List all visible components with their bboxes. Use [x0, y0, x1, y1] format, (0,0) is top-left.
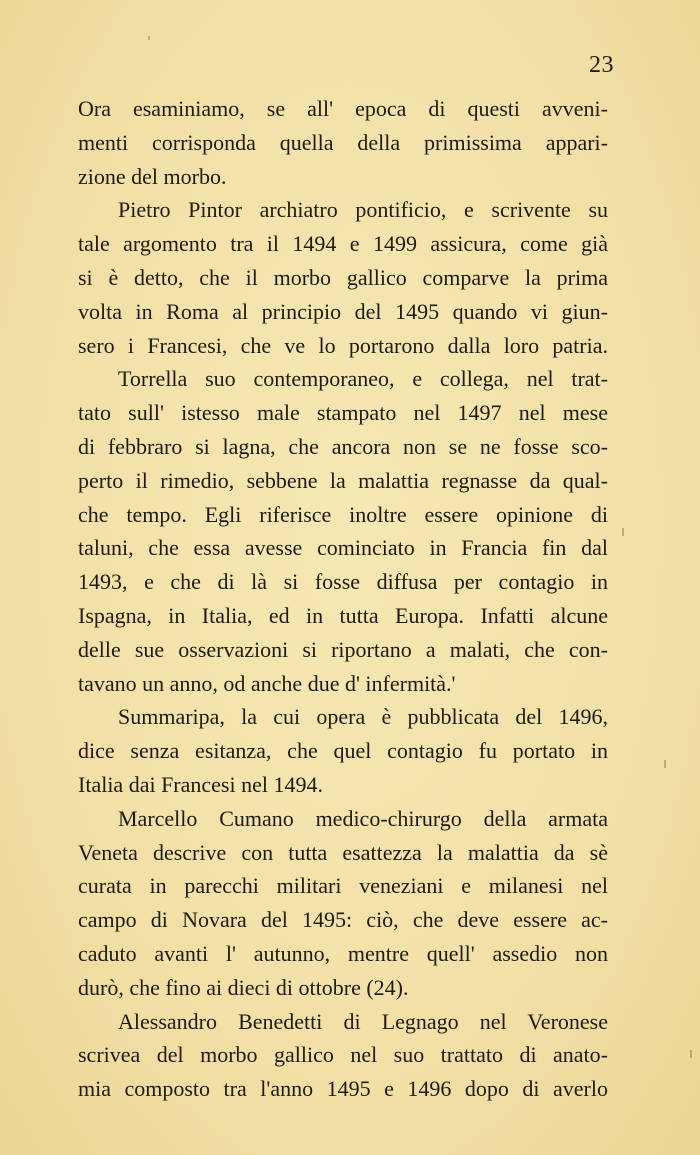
text-line: Pietro Pintor archiatro pontificio, e scrivente su	[118, 197, 608, 223]
text-line: curata in parecchi militari veneziani e milanesi nel	[78, 873, 608, 899]
text-line: caduto avanti l' autunno, mentre quell' assedio non	[78, 940, 608, 966]
paper-speck	[690, 1050, 692, 1058]
text-line: menti corrisponda quella della primissima appari-	[78, 129, 608, 155]
text-line: scrivea del morbo gallico nel suo trattato di anato-	[78, 1042, 608, 1068]
text-line: volta in Roma al principio del 1495 quando vi giun-	[78, 298, 608, 324]
text-line: Ora esaminiamo, se all' epoca di questi avveni-	[78, 96, 608, 121]
text-line: Summaripa, la cui opera è pubblicata del 1496,	[118, 704, 608, 730]
text-line: tavano un anno, od anche due d' infermità.'	[78, 670, 456, 696]
text-line: che tempo. Egli riferisce inoltre essere opinione di	[78, 501, 608, 527]
text-line: dice senza esitanza, che quel contagio fu portato in	[78, 738, 608, 764]
paper-speck	[148, 36, 150, 40]
text-line: sero i Francesi, che ve lo portarono dalla loro patria.	[78, 332, 608, 358]
text-line: zione del morbo.	[78, 163, 227, 189]
text-line: Ispagna, in Italia, ed in tutta Europa. Infatti alcune	[78, 602, 608, 628]
text-line: delle sue osservazioni si riportano a malati, che con-	[78, 636, 608, 662]
text-line: tale argomento tra il 1494 e 1499 assicura, come già	[78, 231, 608, 257]
text-line: mia composto tra l'anno 1495 e 1496 dopo di averlo	[78, 1076, 608, 1102]
text-line: taluni, che essa avesse cominciato in Francia fin dal	[78, 535, 608, 561]
text-line: Alessandro Benedetti di Legnago nel Veronese	[118, 1008, 608, 1034]
paper-speck	[664, 760, 666, 768]
text-line: di febbraro si lagna, che ancora non se ne fosse sco-	[78, 433, 608, 459]
text-line: perto il rimedio, sebbene la malattia regnasse da qual-	[78, 467, 608, 493]
paper-speck	[622, 528, 624, 536]
text-line: 1493, e che di là si fosse diffusa per contagio in	[78, 569, 608, 595]
text-line: durò, che fino ai dieci di ottobre (24).	[78, 974, 409, 1000]
text-line: Marcello Cumano medico-chirurgo della armata	[118, 805, 608, 831]
text-line: tato sull' istesso male stampato nel 1497 nel mese	[78, 400, 608, 426]
text-line: campo di Novara del 1495: ciò, che deve essere ac-	[78, 907, 608, 933]
text-line: si è detto, che il morbo gallico comparve la prima	[78, 264, 608, 290]
body-text	[78, 92, 608, 1106]
page-number: 23	[589, 52, 614, 78]
text-line: Torrella suo contemporaneo, e collega, nel trat-	[118, 366, 608, 392]
text-line: Italia dai Francesi nel 1494.	[78, 771, 323, 797]
text-line: Veneta descrive con tutta esattezza la malattia da sè	[78, 839, 608, 865]
